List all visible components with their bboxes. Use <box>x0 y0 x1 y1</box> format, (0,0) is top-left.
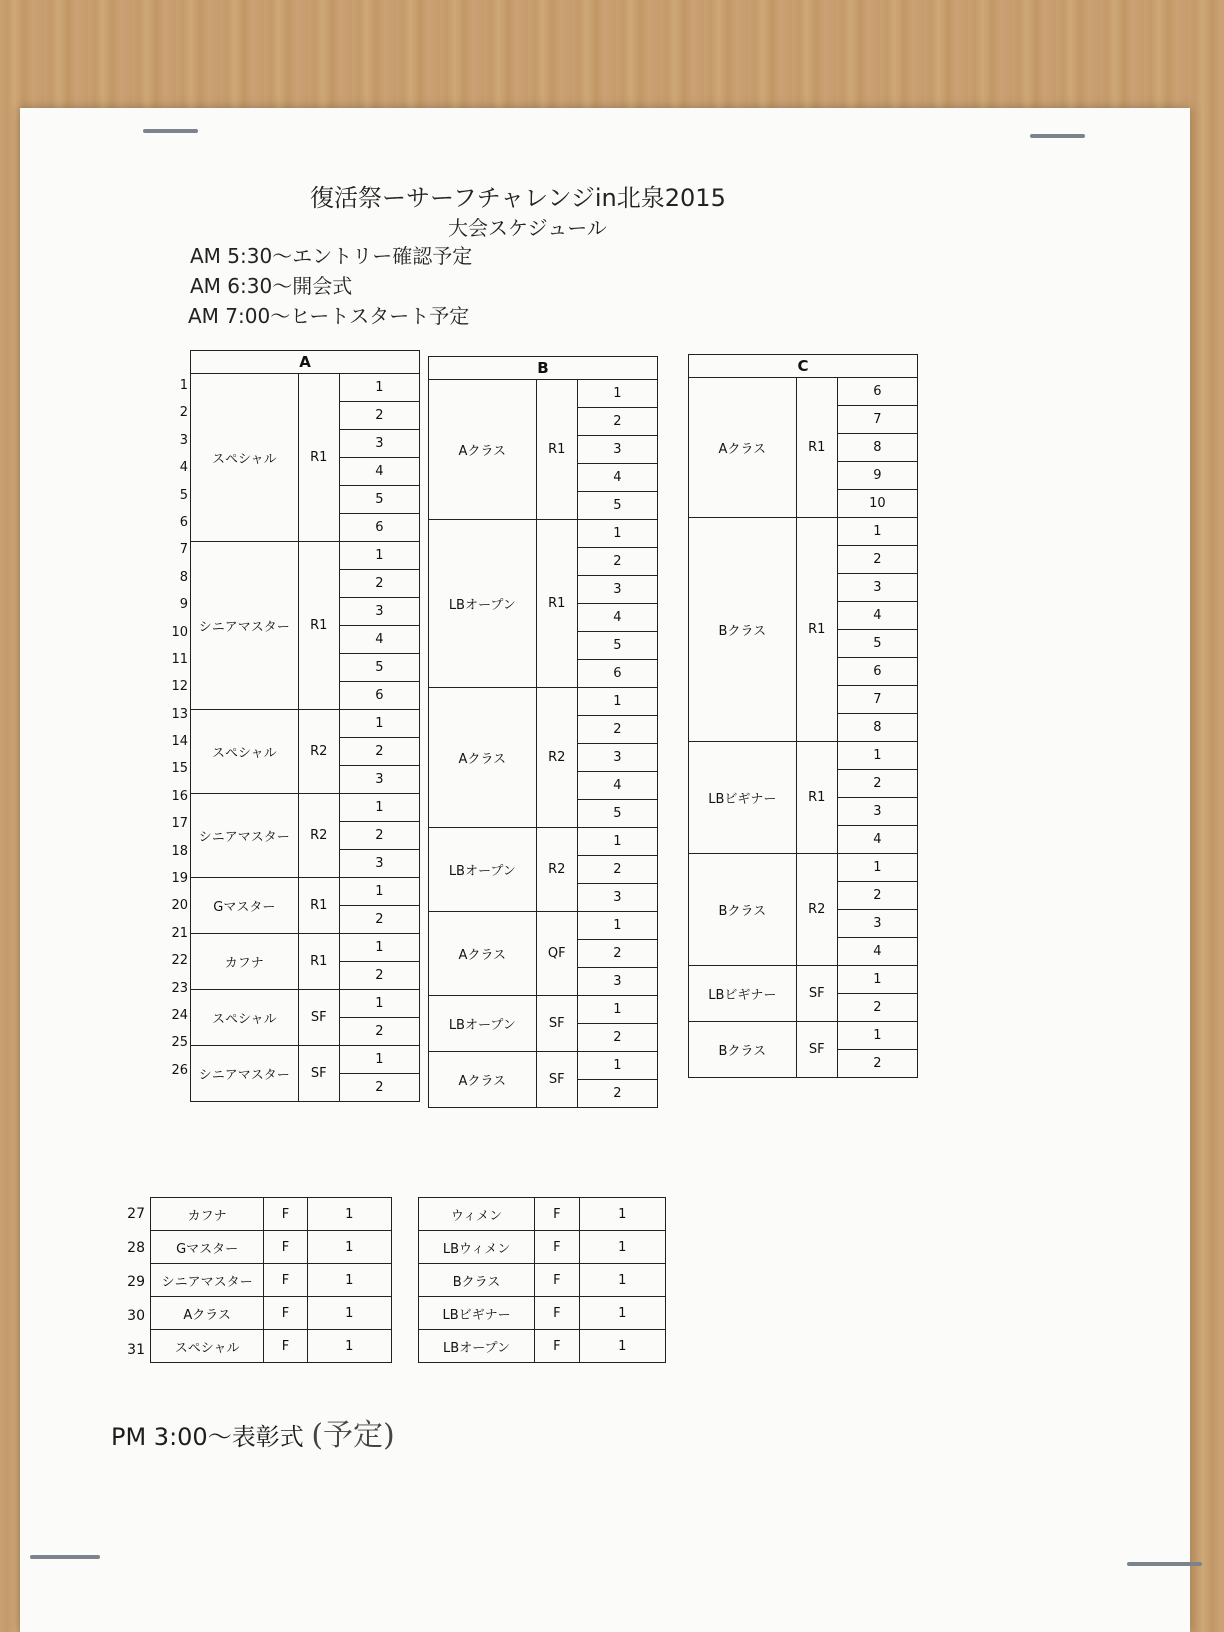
heat-number-cell: 2 <box>577 716 657 744</box>
heat-row <box>429 828 658 856</box>
round-cell: R1 <box>298 374 339 542</box>
heat-number-cell: 2 <box>837 770 917 798</box>
heat-number-cell: 3 <box>339 850 419 878</box>
heat-number-cell: 1 <box>837 966 917 994</box>
final-round-cell: F <box>535 1231 579 1264</box>
finals-row-number: 30 <box>127 1308 145 1324</box>
final-class-cell: LBオープン <box>419 1330 535 1363</box>
heat-number-cell: 3 <box>577 744 657 772</box>
finals-row-number: 29 <box>127 1274 145 1290</box>
heat-number-cell: 6 <box>577 660 657 688</box>
row-number: 4 <box>179 460 188 476</box>
row-number: 3 <box>179 432 188 448</box>
heat-number-cell: 1 <box>339 374 419 402</box>
final-class-cell: LBビギナー <box>419 1297 535 1330</box>
row-number: 24 <box>171 1007 188 1023</box>
heat-number-cell: 2 <box>577 548 657 576</box>
final-row <box>419 1198 666 1231</box>
final-heat-cell: 1 <box>307 1264 391 1297</box>
final-class-cell: カフナ <box>151 1198 264 1231</box>
row-number: 17 <box>171 816 188 832</box>
row-number: 20 <box>171 898 188 914</box>
round-cell: R2 <box>536 828 577 912</box>
column-header: A <box>191 351 420 374</box>
class-name-cell: スペシャル <box>191 710 299 794</box>
final-heat-cell: 1 <box>307 1231 391 1264</box>
heat-row <box>689 1022 918 1050</box>
heat-number-cell: 4 <box>577 604 657 632</box>
row-number: 21 <box>171 925 188 941</box>
final-round-cell: F <box>264 1231 307 1264</box>
heat-number-cell: 1 <box>837 854 917 882</box>
class-name-cell: カフナ <box>191 934 299 990</box>
heat-number-cell: 8 <box>837 434 917 462</box>
round-cell: R2 <box>796 854 837 966</box>
row-number: 14 <box>171 734 188 750</box>
class-name-cell: Bクラス <box>689 518 797 742</box>
heat-row <box>689 854 918 882</box>
heat-number-cell: 2 <box>339 1018 419 1046</box>
class-name-cell: Aクラス <box>429 380 537 520</box>
round-cell: R1 <box>796 518 837 742</box>
row-number: 11 <box>171 651 188 667</box>
final-class-cell: Bクラス <box>419 1264 535 1297</box>
class-name-cell: シニアマスター <box>191 794 299 878</box>
final-round-cell: F <box>264 1297 307 1330</box>
row-number: 9 <box>179 597 188 613</box>
heat-number-cell: 4 <box>339 626 419 654</box>
final-row <box>151 1330 392 1363</box>
heat-row <box>191 794 420 822</box>
final-row <box>151 1297 392 1330</box>
final-heat-cell: 1 <box>579 1297 665 1330</box>
row-number: 8 <box>179 569 188 585</box>
staple-top-right <box>1030 134 1085 138</box>
final-heat-cell: 1 <box>579 1231 665 1264</box>
row-number: 12 <box>171 679 188 695</box>
final-row <box>419 1264 666 1297</box>
final-round-cell: F <box>535 1264 579 1297</box>
round-cell: R2 <box>298 710 339 794</box>
row-number: 23 <box>171 980 188 996</box>
final-round-cell: F <box>535 1330 579 1363</box>
class-name-cell: LBオープン <box>429 520 537 688</box>
heat-row <box>429 912 658 940</box>
heat-row <box>429 380 658 408</box>
heat-number-cell: 9 <box>837 462 917 490</box>
final-heat-cell: 1 <box>579 1264 665 1297</box>
round-cell: SF <box>298 990 339 1046</box>
heat-number-cell: 6 <box>339 514 419 542</box>
heat-row <box>689 742 918 770</box>
heat-number-cell: 1 <box>339 934 419 962</box>
heat-number-cell: 1 <box>577 688 657 716</box>
heat-row <box>689 518 918 546</box>
round-cell: QF <box>536 912 577 996</box>
class-name-cell: LBビギナー <box>689 966 797 1022</box>
heat-number-cell: 1 <box>577 520 657 548</box>
row-number: 1 <box>179 378 188 393</box>
heat-number-cell: 2 <box>577 856 657 884</box>
class-name-cell: Bクラス <box>689 854 797 966</box>
final-heat-cell: 1 <box>307 1297 391 1330</box>
heat-row <box>429 520 658 548</box>
document-subtitle: 大会スケジュール <box>448 216 607 240</box>
heat-row <box>689 966 918 994</box>
heat-number-cell: 2 <box>339 402 419 430</box>
row-number: 7 <box>179 542 188 558</box>
row-number: 5 <box>179 487 188 503</box>
heat-number-cell: 2 <box>339 962 419 990</box>
final-class-cell: スペシャル <box>151 1330 264 1363</box>
heat-number-cell: 7 <box>837 686 917 714</box>
handwritten-note: (予定) <box>311 1418 395 1453</box>
round-cell: SF <box>796 1022 837 1078</box>
heat-number-cell: 10 <box>837 490 917 518</box>
class-name-cell: LBオープン <box>429 996 537 1052</box>
final-class-cell: Gマスター <box>151 1231 264 1264</box>
heat-number-cell: 3 <box>577 576 657 604</box>
row-number: 22 <box>171 953 188 969</box>
row-number: 6 <box>179 514 188 530</box>
final-class-cell: ウィメン <box>419 1198 535 1231</box>
finals-row-number: 27 <box>127 1206 145 1222</box>
row-number-column <box>158 372 188 1084</box>
row-number: 25 <box>171 1035 188 1051</box>
heat-number-cell: 5 <box>339 486 419 514</box>
heat-number-cell: 3 <box>837 798 917 826</box>
round-cell: R2 <box>536 688 577 828</box>
heat-row <box>191 710 420 738</box>
final-heat-cell: 1 <box>579 1330 665 1363</box>
heat-number-cell: 3 <box>577 968 657 996</box>
final-round-cell: F <box>264 1264 307 1297</box>
heat-row <box>191 542 420 570</box>
award-ceremony-line <box>111 1410 395 1454</box>
round-cell: R1 <box>796 742 837 854</box>
class-name-cell: LBオープン <box>429 828 537 912</box>
heat-number-cell: 6 <box>837 378 917 406</box>
heat-number-cell: 1 <box>339 710 419 738</box>
heat-number-cell: 2 <box>339 1074 419 1102</box>
row-number: 15 <box>171 761 188 777</box>
column-header: B <box>429 357 658 380</box>
schedule-time-heat-start: AM 7:00～ヒートスタート予定 <box>188 304 470 328</box>
finals-row-number-column <box>115 1197 145 1367</box>
column-A-table <box>190 350 420 1102</box>
class-name-cell: Aクラス <box>429 912 537 996</box>
document-title: 復活祭ーサーフチャレンジin北泉2015 <box>310 184 726 212</box>
heat-number-cell: 2 <box>837 546 917 574</box>
class-name-cell: スペシャル <box>191 374 299 542</box>
column-header: C <box>689 355 918 378</box>
heat-number-cell: 2 <box>837 1050 917 1078</box>
heat-number-cell: 3 <box>837 574 917 602</box>
final-row <box>151 1264 392 1297</box>
final-round-cell: F <box>535 1198 579 1231</box>
class-name-cell: Aクラス <box>429 688 537 828</box>
row-number: 26 <box>171 1062 188 1078</box>
heat-number-cell: 1 <box>339 542 419 570</box>
row-number: 2 <box>179 405 188 421</box>
heat-number-cell: 1 <box>577 1052 657 1080</box>
final-heat-cell: 1 <box>307 1198 391 1231</box>
round-cell: R1 <box>796 378 837 518</box>
heat-number-cell: 2 <box>577 940 657 968</box>
final-class-cell: シニアマスター <box>151 1264 264 1297</box>
heat-number-cell: 2 <box>577 408 657 436</box>
finals-row-number: 28 <box>127 1240 145 1256</box>
row-number: 19 <box>171 871 188 887</box>
final-class-cell: Aクラス <box>151 1297 264 1330</box>
final-class-cell: LBウィメン <box>419 1231 535 1264</box>
heat-number-cell: 4 <box>339 458 419 486</box>
heat-number-cell: 2 <box>837 882 917 910</box>
heat-number-cell: 5 <box>577 632 657 660</box>
heat-number-cell: 5 <box>339 654 419 682</box>
heat-number-cell: 1 <box>339 1046 419 1074</box>
round-cell: SF <box>536 996 577 1052</box>
heat-number-cell: 1 <box>837 1022 917 1050</box>
class-name-cell: シニアマスター <box>191 542 299 710</box>
staple-bottom-right <box>1127 1562 1202 1566</box>
heat-row <box>191 934 420 962</box>
heat-number-cell: 3 <box>577 436 657 464</box>
heat-row <box>191 878 420 906</box>
heat-number-cell: 2 <box>577 1024 657 1052</box>
heat-number-cell: 4 <box>837 602 917 630</box>
round-cell: R1 <box>298 542 339 710</box>
heat-number-cell: 1 <box>577 380 657 408</box>
round-cell: SF <box>796 966 837 1022</box>
row-number: 16 <box>171 788 188 804</box>
heat-number-cell: 3 <box>339 598 419 626</box>
round-cell: SF <box>536 1052 577 1108</box>
column-C-table <box>688 354 918 1078</box>
heat-number-cell: 1 <box>837 742 917 770</box>
class-name-cell: シニアマスター <box>191 1046 299 1102</box>
heat-number-cell: 5 <box>577 492 657 520</box>
heat-number-cell: 1 <box>339 990 419 1018</box>
class-name-cell: Aクラス <box>429 1052 537 1108</box>
heat-number-cell: 1 <box>577 828 657 856</box>
round-cell: R1 <box>536 380 577 520</box>
round-cell: R1 <box>298 934 339 990</box>
round-cell: SF <box>298 1046 339 1102</box>
heat-number-cell: 4 <box>837 938 917 966</box>
final-row <box>419 1297 666 1330</box>
heat-number-cell: 5 <box>577 800 657 828</box>
heat-number-cell: 2 <box>339 738 419 766</box>
class-name-cell: Bクラス <box>689 1022 797 1078</box>
class-name-cell: Aクラス <box>689 378 797 518</box>
final-heat-cell: 1 <box>307 1330 391 1363</box>
staple-bottom-left <box>30 1555 100 1559</box>
heat-number-cell: 2 <box>837 994 917 1022</box>
heat-number-cell: 3 <box>577 884 657 912</box>
final-round-cell: F <box>264 1330 307 1363</box>
heat-number-cell: 4 <box>577 772 657 800</box>
final-row <box>151 1231 392 1264</box>
final-row <box>151 1198 392 1231</box>
staple-top-left <box>143 129 198 133</box>
heat-row <box>191 374 420 402</box>
final-row <box>419 1330 666 1363</box>
finals-right-table <box>418 1197 666 1363</box>
heat-row <box>429 1052 658 1080</box>
award-ceremony-text: PM 3:00～表彰式 <box>111 1423 304 1451</box>
round-cell: R2 <box>298 794 339 878</box>
heat-number-cell: 1 <box>577 912 657 940</box>
heat-number-cell: 3 <box>339 430 419 458</box>
column-header-row <box>689 355 918 378</box>
heat-number-cell: 3 <box>339 766 419 794</box>
heat-number-cell: 8 <box>837 714 917 742</box>
heat-number-cell: 6 <box>837 658 917 686</box>
round-cell: R1 <box>298 878 339 934</box>
column-header-row <box>191 351 420 374</box>
schedule-time-entry: AM 5:30～エントリー確認予定 <box>190 244 473 268</box>
heat-number-cell: 2 <box>339 906 419 934</box>
round-cell: R1 <box>536 520 577 688</box>
class-name-cell: Gマスター <box>191 878 299 934</box>
heat-number-cell: 1 <box>577 996 657 1024</box>
finals-left-table <box>150 1197 392 1363</box>
column-B-table <box>428 356 658 1108</box>
column-header-row <box>429 357 658 380</box>
heat-number-cell: 3 <box>837 910 917 938</box>
heat-number-cell: 2 <box>339 570 419 598</box>
heat-row <box>429 688 658 716</box>
final-heat-cell: 1 <box>579 1198 665 1231</box>
class-name-cell: スペシャル <box>191 990 299 1046</box>
heat-number-cell: 1 <box>837 518 917 546</box>
finals-row-number: 31 <box>127 1342 145 1358</box>
class-name-cell: LBビギナー <box>689 742 797 854</box>
heat-number-cell: 4 <box>577 464 657 492</box>
final-row <box>419 1231 666 1264</box>
row-number: 18 <box>171 843 188 859</box>
schedule-time-opening: AM 6:30～開会式 <box>190 274 353 298</box>
heat-number-cell: 4 <box>837 826 917 854</box>
final-round-cell: F <box>535 1297 579 1330</box>
heat-number-cell: 2 <box>339 822 419 850</box>
heat-number-cell: 1 <box>339 794 419 822</box>
heat-number-cell: 2 <box>577 1080 657 1108</box>
row-number: 10 <box>171 624 188 640</box>
heat-number-cell: 5 <box>837 630 917 658</box>
heat-number-cell: 1 <box>339 878 419 906</box>
heat-number-cell: 6 <box>339 682 419 710</box>
row-number: 13 <box>171 706 188 722</box>
heat-row <box>191 1046 420 1074</box>
heat-number-cell: 7 <box>837 406 917 434</box>
final-round-cell: F <box>264 1198 307 1231</box>
heat-row <box>429 996 658 1024</box>
heat-row <box>689 378 918 406</box>
heat-row <box>191 990 420 1018</box>
